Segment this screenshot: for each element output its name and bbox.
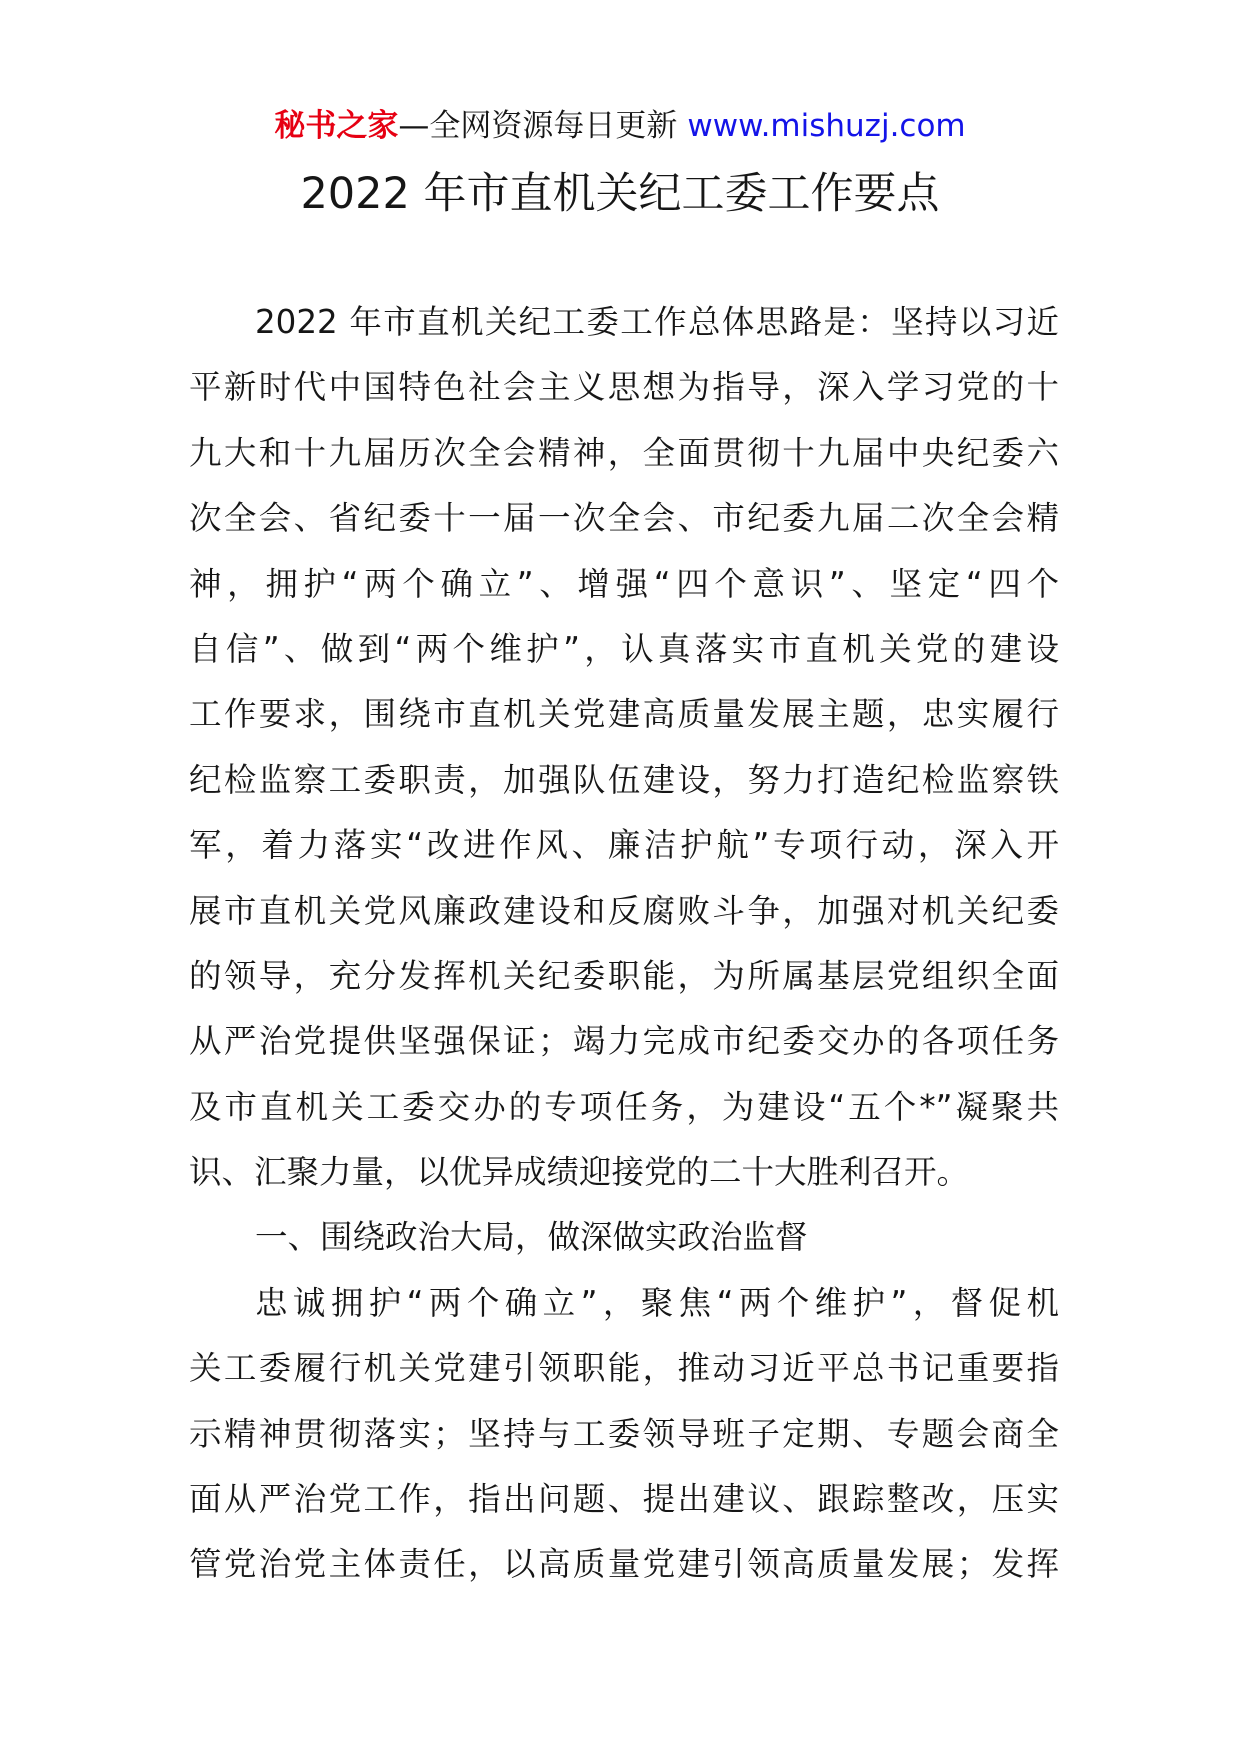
- paragraph-section-1: [189, 1271, 1059, 1598]
- text-line: 军，着力落实“改进作风、廉洁护航”专项行动，深入开: [189, 826, 1059, 865]
- section-heading: 一、围绕政治大局，做深做实政治监督: [255, 1218, 808, 1257]
- paragraph-intro: [189, 290, 1059, 1205]
- banner-brand: 秘书之家: [274, 108, 399, 144]
- text-line: 展市直机关党风廉政建设和反腐败斗争，加强对机关纪委: [189, 891, 1059, 930]
- text-line: 平新时代中国特色社会主义思想为指导，深入学习党的十: [189, 368, 1059, 407]
- banner-url: www.mishuzj.com: [687, 108, 966, 144]
- text-line: 识、汇聚力量，以优异成绩迎接党的二十大胜利召开。: [189, 1153, 970, 1192]
- text-line: 2022 年市直机关纪工委工作总体思路是：坚持以习近: [255, 303, 1059, 341]
- text-line: 面从严治党工作，指出问题、提出建议、跟踪整改，压实: [189, 1480, 1059, 1519]
- text-line: 及市直机关工委交办的专项任务，为建设“五个*”凝聚共: [189, 1087, 1059, 1126]
- text-line: 忠诚拥护“两个确立”，聚焦“两个维护”，督促机: [255, 1283, 1059, 1322]
- document-title: 2022 年市直机关纪工委工作要点: [300, 169, 940, 219]
- text-line: 纪检监察工委职责，加强队伍建设，努力打造纪检监察铁: [189, 760, 1059, 799]
- text-line: 工作要求，围绕市直机关党建高质量发展主题，忠实履行: [189, 695, 1059, 734]
- document-body: [189, 290, 1059, 1598]
- text-line: 从严治党提供坚强保证；竭力完成市纪委交办的各项任务: [189, 1022, 1059, 1061]
- text-line: 管党治党主体责任，以高质量党建引领高质量发展；发挥: [189, 1545, 1059, 1584]
- site-banner: [0, 106, 1240, 146]
- text-line: 次全会、省纪委十一届一次全会、市纪委九届二次全会精: [189, 499, 1059, 538]
- banner-tagline: —全网资源每日更新: [398, 108, 678, 144]
- text-line: 关工委履行机关党建引领职能，推动习近平总书记重要指: [189, 1349, 1059, 1388]
- text-line: 示精神贯彻落实；坚持与工委领导班子定期、专题会商全: [189, 1414, 1059, 1453]
- text-line: 九大和十九届历次全会精神，全面贯彻十九届中央纪委六: [189, 433, 1059, 472]
- text-line: 神，拥护“两个确立”、增强“四个意识”、坚定“四个: [189, 564, 1059, 603]
- text-line: 的领导，充分发挥机关纪委职能，为所属基层党组织全面: [189, 956, 1059, 995]
- text-line: 自信”、做到“两个维护”，认真落实市直机关党的建设: [189, 629, 1059, 668]
